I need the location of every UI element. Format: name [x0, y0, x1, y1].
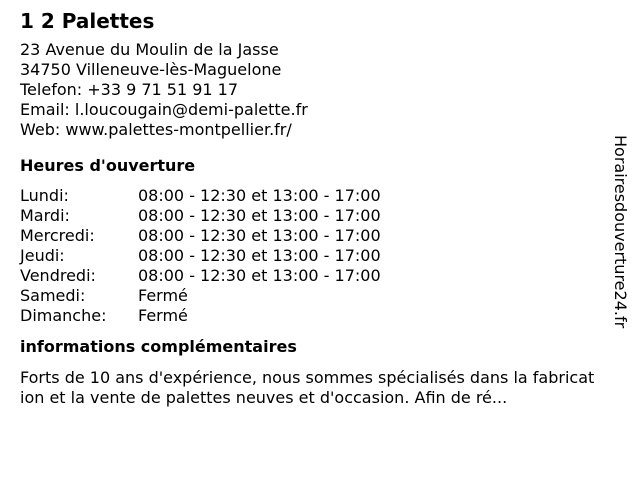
website-text: Web: www.palettes-montpellier.fr/	[20, 120, 292, 139]
hours-row-sunday	[20, 306, 610, 326]
business-card	[20, 8, 610, 408]
contact-block	[20, 40, 610, 140]
address-city: 34750 Villeneuve-lès-Maguelone	[20, 60, 282, 79]
hours-heading: Heures d'ouverture	[20, 156, 196, 175]
hours-row-wednesday	[20, 226, 610, 246]
time-value: 08:00 - 12:30 et 13:00 - 17:00	[138, 246, 381, 265]
time-value: Fermé	[138, 286, 188, 305]
time-value: Fermé	[138, 306, 188, 325]
info-heading: informations complémentaires	[20, 337, 297, 356]
time-value: 08:00 - 12:30 et 13:00 - 17:00	[138, 206, 381, 225]
day-label: Vendredi:	[20, 266, 96, 285]
hours-row-monday	[20, 186, 610, 206]
hours-list	[20, 186, 610, 326]
hours-row-thursday	[20, 246, 610, 266]
phone-text: Telefon: +33 9 71 51 91 17	[20, 80, 239, 99]
hours-row-saturday	[20, 286, 610, 306]
day-label: Lundi:	[20, 186, 69, 205]
time-value: 08:00 - 12:30 et 13:00 - 17:00	[138, 226, 381, 245]
time-value: 08:00 - 12:30 et 13:00 - 17:00	[138, 266, 381, 285]
email-text: Email: l.loucougain@demi-palette.fr	[20, 100, 308, 119]
time-value: 08:00 - 12:30 et 13:00 - 17:00	[138, 186, 381, 205]
side-brand-text: Horairesdouverture24.fr	[611, 135, 630, 329]
hours-row-friday	[20, 266, 610, 286]
business-name: 1 2 Palettes	[20, 9, 155, 33]
day-label: Samedi:	[20, 286, 86, 305]
day-label: Dimanche:	[20, 306, 107, 325]
info-description: Forts de 10 ans d'expérience, nous sommes spécialisés dans la fabrication et la vente de palettes neuves et d'occasion. Afin de ré...	[20, 368, 595, 407]
day-label: Jeudi:	[20, 246, 65, 265]
day-label: Mardi:	[20, 206, 70, 225]
address-street: 23 Avenue du Moulin de la Jasse	[20, 40, 279, 59]
hours-row-tuesday	[20, 206, 610, 226]
day-label: Mercredi:	[20, 226, 95, 245]
